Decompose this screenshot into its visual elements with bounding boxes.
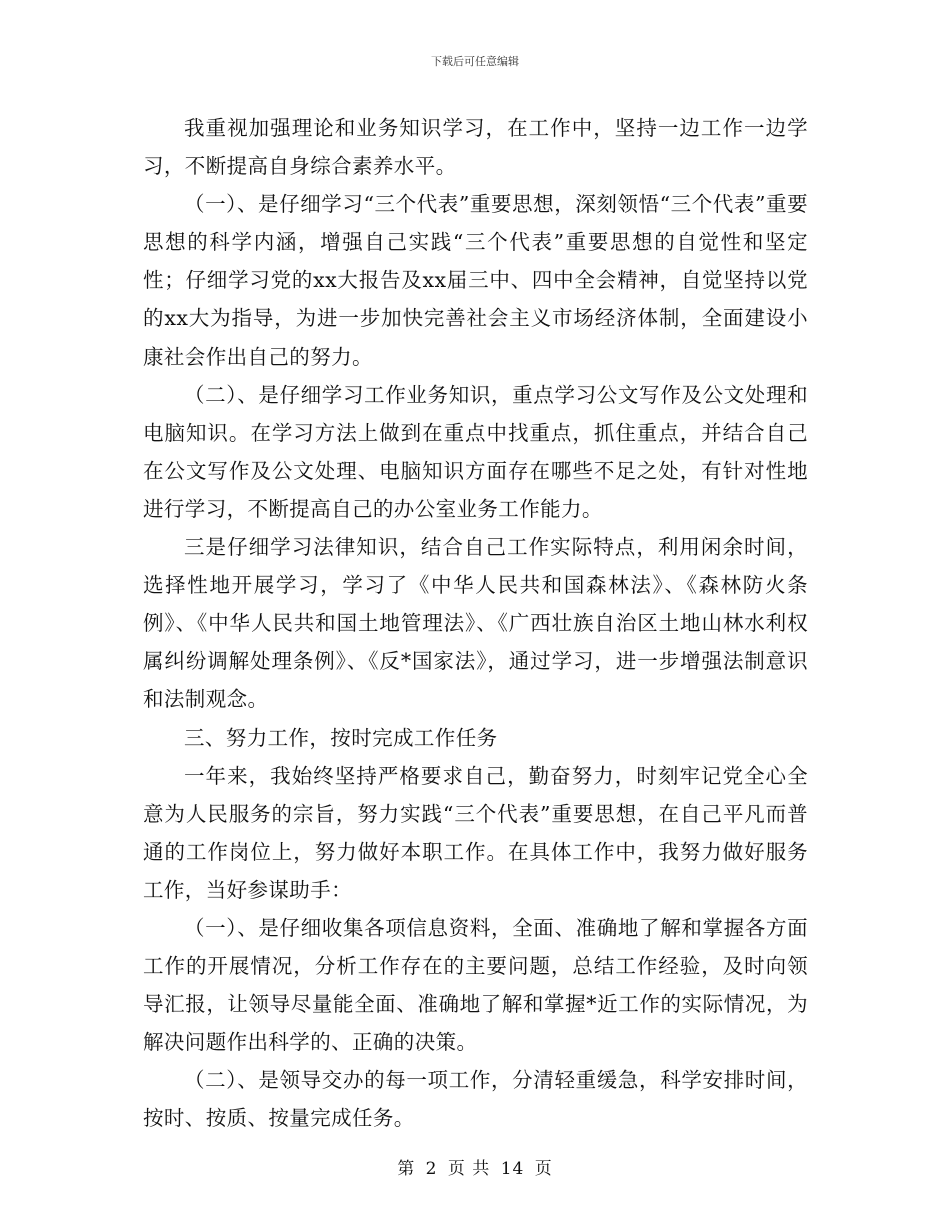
paragraph-work-tasks: （二）、是领导交办的每一项工作，分清轻重缓急，科学安排时间，按时、按质、按量完成任务。 (143, 1068, 808, 1131)
page-footer (0, 1154, 950, 1179)
paragraph-study-business: （二）、是仔细学习工作业务知识，重点学习公文写作及公文处理和电脑知识。在学习方法上做到在重点中找重点，抓住重点，并结合自己在公文写作及公文处理、电脑知识方面存在哪些不足之处，有针对性地进行学习，不断提高自己的办公室业务工作能力。 (143, 382, 808, 521)
paragraph-work-intro: 一年来，我始终坚持严格要求自己，勤奋努力，时刻牢记党全心全意为人民服务的宗旨，努力实践“三个代表”重要思想，在自己平凡而普通的工作岗位上，努力做好本职工作。在具体工作中，我努力做好服务工作，当好参谋助手： (143, 763, 808, 902)
page-header: 下载后可任意编辑 (431, 55, 519, 68)
paragraph-study-law: 三是仔细学习法律知识，结合自己工作实际特点，利用闲余时间，选择性地开展学习，学习了《中华人民共和国森林法》、《森林防火条例》、《中华人民共和国土地管理法》、《广西壮族自治区土地山林水利权属纠纷调解处理条例》、《反*国家法》，通过学习，进一步增强法制意识和法制观念。 (143, 535, 808, 712)
current-page-number: 2 (425, 1159, 438, 1179)
total-page-number: 14 (500, 1159, 525, 1179)
paragraph-study-intro: 我重视加强理论和业务知识学习，在工作中，坚持一边工作一边学习，不断提高自身综合素养水平。 (143, 116, 808, 179)
footer-prefix: 第 (397, 1159, 416, 1179)
footer-middle: 页 共 (447, 1159, 491, 1179)
paragraph-work-information: （一）、是仔细收集各项信息资料，全面、准确地了解和掌握各方面工作的开展情况，分析工作存在的主要问题，总结工作经验，及时向领导汇报，让领导尽量能全面、准确地了解和掌握*近工作的实际情况，为解决问题作出科学的、正确的决策。 (143, 915, 808, 1055)
paragraph-study-theory: （一）、是仔细学习“三个代表”重要思想，深刻领悟“三个代表”重要思想的科学内涵，增强自己实践“三个代表”重要思想的自觉性和坚定性；仔细学习党的xx大报告及xx届三中、四中全会精神，自觉坚持以党的xx大为指导，为进一步加快完善社会主义市场经济体制，全面建设小康社会作出自己的努力。 (143, 192, 808, 369)
document-body (143, 109, 808, 1138)
footer-suffix: 页 (534, 1159, 553, 1179)
section-heading-work: 三、努力工作，按时完成工作任务 (184, 725, 498, 750)
